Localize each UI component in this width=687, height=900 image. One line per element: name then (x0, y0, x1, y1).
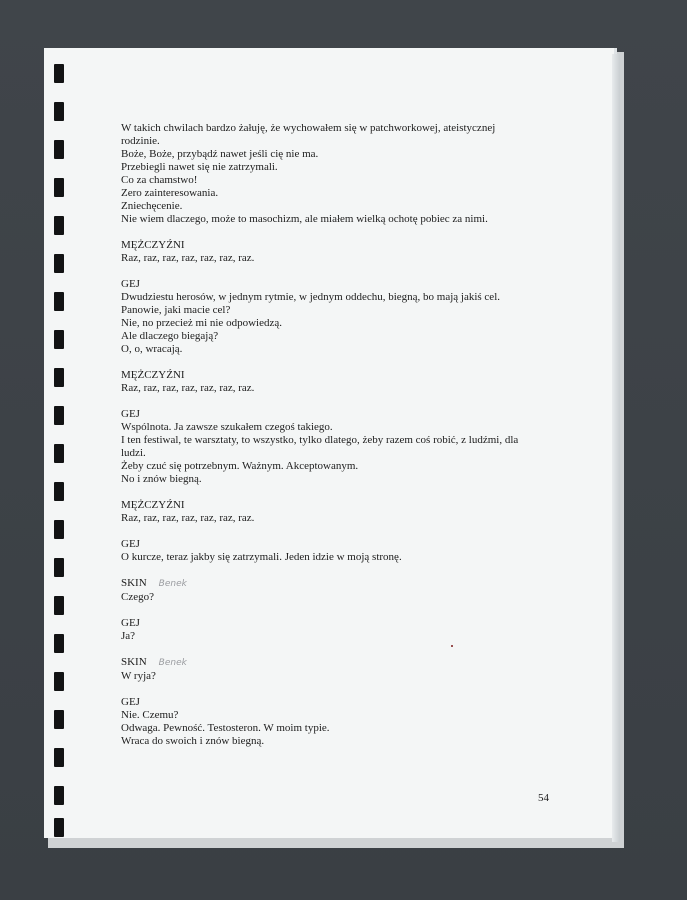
speaker-name: GEJ (121, 408, 140, 420)
dialogue-block (121, 696, 561, 748)
dialogue-block (121, 656, 561, 683)
binding-hole (54, 368, 64, 387)
dialogue-block (121, 408, 561, 486)
dialogue-block (121, 239, 561, 265)
text-line: Żeby czuć się potrzebnym. Ważnym. Akceptowanym. (121, 460, 359, 472)
binding-hole (54, 292, 64, 311)
binding-hole (54, 216, 64, 235)
binding-hole (54, 140, 64, 159)
speaker-name: GEJ (121, 696, 140, 708)
text-line: Wraca do swoich i znów biegną. (121, 735, 265, 747)
text-line: Ja? (121, 630, 136, 642)
binding-hole (54, 558, 64, 577)
binding-hole (54, 444, 64, 463)
text-line: O, o, wracają. (121, 343, 183, 355)
text-line: Odwaga. Pewność. Testosteron. W moim typie. (121, 722, 330, 734)
binding-hole (54, 254, 64, 273)
binding-hole (54, 482, 64, 501)
text-line: Nie wiem dlaczego, może to masochizm, ale miałem wielką ochotę pobiec za nimi. (121, 213, 488, 225)
speaker-name: MĘŻCZYŹNI (121, 499, 185, 511)
text-line: Panowie, jaki macie cel? (121, 304, 231, 316)
dialogue-block (121, 499, 561, 525)
binding-hole (54, 330, 64, 349)
speaker-name: SKIN (121, 577, 147, 589)
text-line: Raz, raz, raz, raz, raz, raz, raz. (121, 512, 255, 524)
binding-hole (54, 710, 64, 729)
dialogue-block (121, 369, 561, 395)
dialogue-block (121, 617, 561, 643)
binding-hole (54, 818, 64, 837)
binding-hole (54, 748, 64, 767)
page-edge (612, 54, 620, 842)
text-line: No i znów biegną. (121, 473, 202, 485)
text-line: O kurcze, teraz jakby się zatrzymali. Jeden idzie w moją stronę. (121, 551, 402, 563)
text-line: I ten festiwal, te warsztaty, to wszystko, tylko dlatego, żeby razem coś robić, z ludźmi, dla (121, 434, 519, 446)
binding-hole (54, 596, 64, 615)
intro-paragraph (121, 122, 561, 226)
binding-hole (54, 102, 64, 121)
text-line: Co za chamstwo! (121, 174, 198, 186)
text-line: Nie, no przecież mi nie odpowiedzą. (121, 317, 282, 329)
text-line: Raz, raz, raz, raz, raz, raz, raz. (121, 382, 255, 394)
speaker-name: GEJ (121, 278, 140, 290)
binding-hole (54, 634, 64, 653)
dialogue-block (121, 278, 561, 356)
handwritten-note: Benek (158, 579, 187, 589)
speaker-name: MĘŻCZYŹNI (121, 239, 185, 251)
text-line: Czego? (121, 591, 154, 603)
text-line: Przebiegli nawet się nie zatrzymali. (121, 161, 278, 173)
speaker-name: MĘŻCZYŹNI (121, 369, 185, 381)
speaker-name: GEJ (121, 538, 140, 550)
dialogue-block (121, 577, 561, 604)
ink-speck (451, 645, 453, 647)
text-line: ludzi. (121, 447, 146, 459)
text-line: Ale dlaczego biegają? (121, 330, 219, 342)
text-line: Dwudziestu herosów, w jednym rytmie, w jednym oddechu, biegną, bo mają jakiś cel. (121, 291, 501, 303)
text-line: Nie. Czemu? (121, 709, 179, 721)
spiral-binding (54, 60, 68, 840)
text-line: Boże, Boże, przybądź nawet jeśli cię nie ma. (121, 148, 319, 160)
binding-hole (54, 520, 64, 539)
text-line: W takich chwilach bardzo żałuję, że wychowałem się w patchworkowej, ateistycznej (121, 122, 496, 134)
text-line: Raz, raz, raz, raz, raz, raz, raz. (121, 252, 255, 264)
text-line: Wspólnota. Ja zawsze szukałem czegoś takiego. (121, 421, 333, 433)
text-line: Zniechęcenie. (121, 200, 183, 212)
binding-hole (54, 786, 64, 805)
binding-hole (54, 406, 64, 425)
speaker-name: GEJ (121, 617, 140, 629)
binding-hole (54, 672, 64, 691)
handwritten-note: Benek (158, 658, 187, 668)
speaker-name: SKIN (121, 656, 147, 668)
binding-hole (54, 64, 64, 83)
script-text (121, 122, 561, 761)
page-number: 54 (538, 792, 549, 804)
dialogue-block (121, 538, 561, 564)
text-line: W ryja? (121, 670, 156, 682)
binding-hole (54, 178, 64, 197)
text-line: rodzinie. (121, 135, 160, 147)
text-line: Zero zainteresowania. (121, 187, 219, 199)
